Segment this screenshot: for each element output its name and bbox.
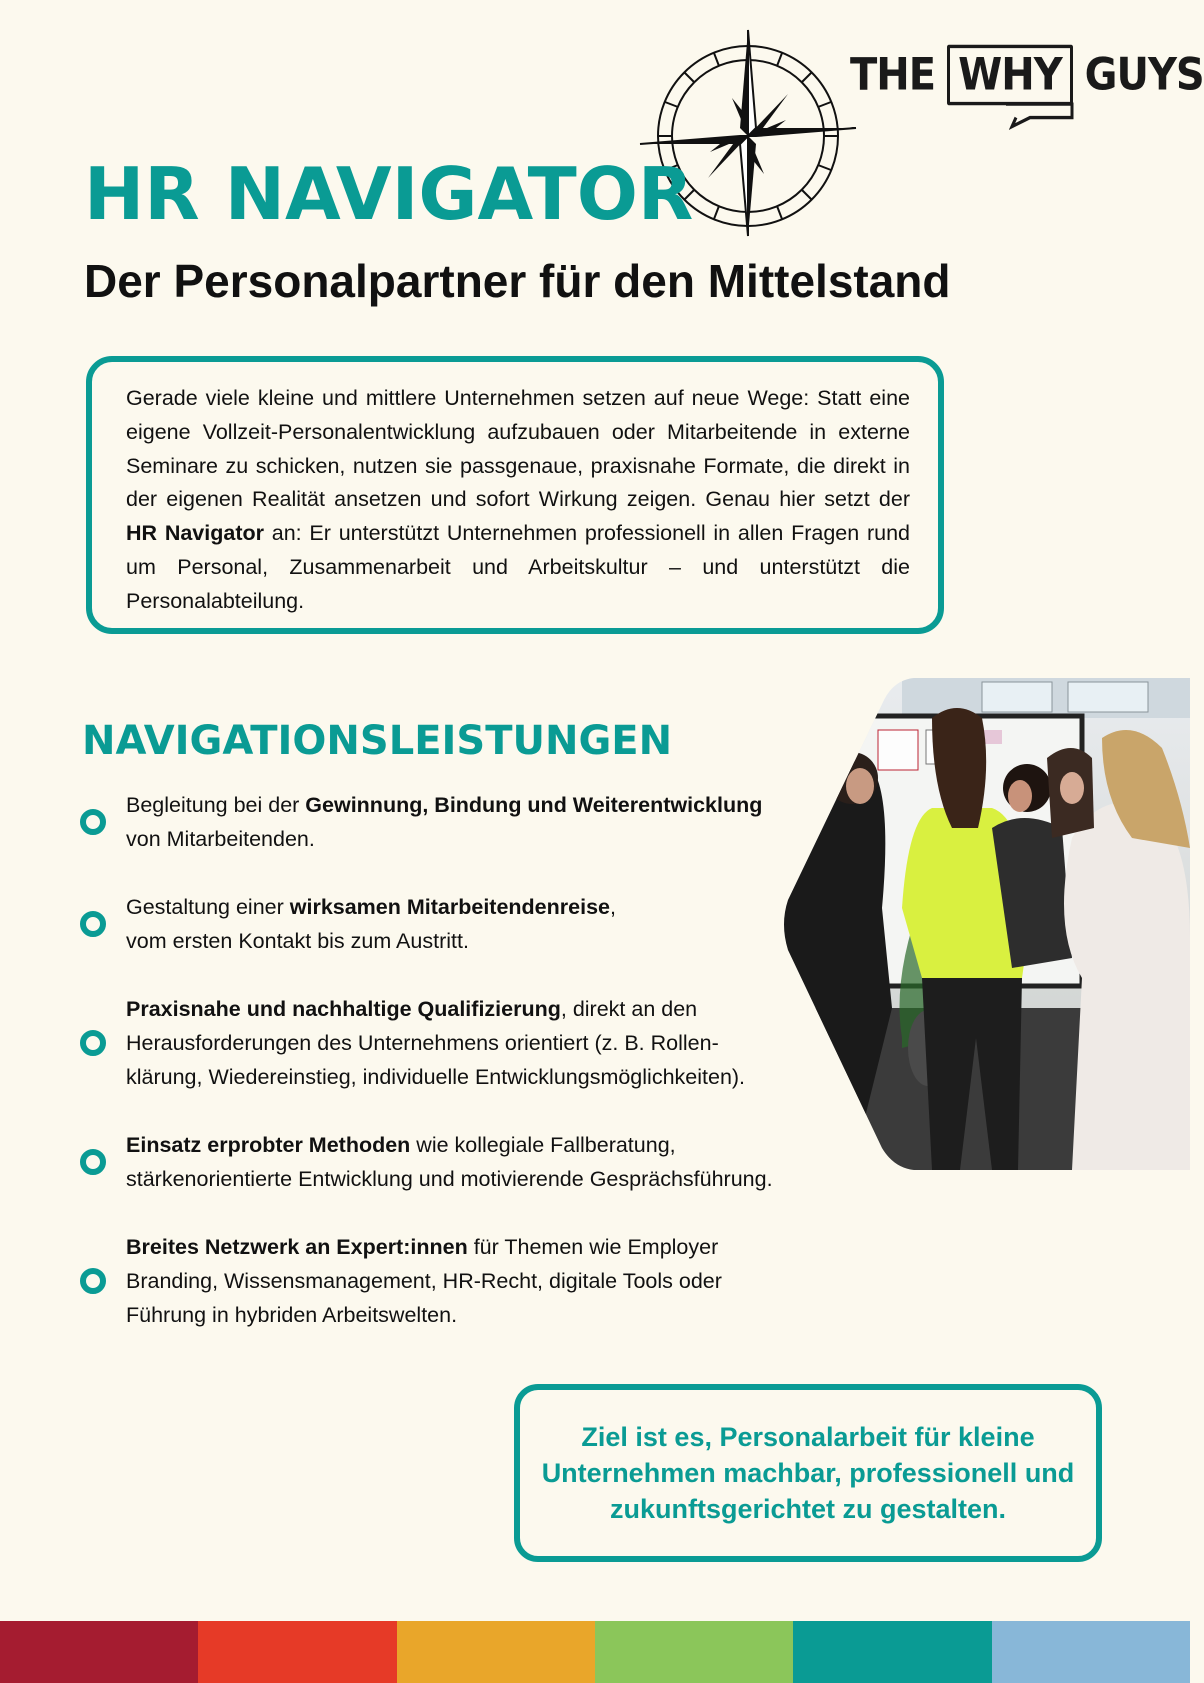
bullet-ring-icon: [80, 1268, 106, 1294]
brand-word-why-box: [947, 45, 1073, 105]
service-text-pre: Begleitung bei der: [126, 793, 306, 817]
speech-bubble-tail-icon: [1004, 102, 1074, 129]
services-heading: NAVIGATIONSLEISTUNGEN: [82, 718, 673, 764]
intro-paragraph: [126, 382, 910, 619]
brand-word-why: WHY: [958, 49, 1062, 101]
intro-text-bold: HR Navigator: [126, 521, 264, 546]
service-text-rest: stärkenorientierte Entwicklung und motivierende Gesprächsführung.: [126, 1167, 773, 1191]
goal-box: [514, 1384, 1102, 1562]
service-text-bold: Breites Netzwerk an Expert:innen: [126, 1235, 468, 1259]
service-text-rest: Branding, Wissensmanagement, HR-Recht, digitale Tools oder: [126, 1269, 722, 1293]
intro-box: [86, 356, 944, 634]
service-text: [126, 992, 745, 1094]
service-text: [126, 1128, 773, 1196]
list-item: [80, 1230, 870, 1332]
service-text: [126, 1230, 722, 1332]
page-title: HR NAVIGATOR: [84, 152, 694, 236]
list-item: [80, 890, 870, 958]
service-text-rest: von Mitarbeitenden.: [126, 827, 315, 851]
list-item: [80, 1128, 870, 1196]
service-text-bold: Einsatz erprobter Methoden: [126, 1133, 411, 1157]
service-text-post: wie kollegiale Fallberatung,: [410, 1133, 676, 1157]
bullet-ring-icon: [80, 1030, 106, 1056]
service-text-post: für Themen wie Employer: [467, 1235, 719, 1259]
service-text-post: , direkt an den: [560, 997, 698, 1021]
intro-text-before: Gerade viele kleine und mittlere Unternehmen setzen auf neue Wege: Statt eine eigene Vollzeit-Personalentwicklung aufzubauen oder Mitarbeitende in externe Seminare zu schicken, nutzen sie passgenaue, praxisnahe Formate, die direkt in der eigenen Realität ansetzen und sofort Wirkung zeigen. Genau hier setzt der: [126, 386, 910, 512]
color-segment: [0, 1621, 198, 1683]
color-segment: [793, 1621, 991, 1683]
footer-color-stripe: [0, 1621, 1190, 1683]
service-text-pre: Gestaltung einer: [126, 895, 290, 919]
bullet-ring-icon: [80, 911, 106, 937]
team-photo: [782, 678, 1190, 1170]
service-text-rest: vom ersten Kontakt bis zum Austritt.: [126, 929, 469, 953]
brand-word-the: THE: [850, 49, 936, 101]
intro-text-after: an: Er unterstützt Unternehmen professionell in allen Fragen rund um Personal, Zusammenarbeit und Arbeitskultur – und unterstützt die Personalabteilung.: [126, 521, 910, 613]
service-text-post: ,: [609, 895, 616, 919]
service-text-rest2: klärung, Wiedereinstieg, individuelle Entwicklungsmöglichkeiten).: [126, 1065, 746, 1089]
color-segment: [595, 1621, 793, 1683]
goal-text: Ziel ist es, Personalarbeit für kleine Unternehmen machbar, professionell und zukunftsgerichtet zu gestalten.: [541, 1422, 1075, 1524]
list-item: [80, 788, 870, 856]
brand-word-guys: GUYS: [1084, 49, 1204, 101]
service-text-rest: Herausforderungen des Unternehmens orientiert (z. B. Rollen-: [126, 1031, 719, 1055]
service-text-bold: Praxisnahe und nachhaltige Qualifizierung: [126, 997, 561, 1021]
color-segment: [992, 1621, 1190, 1683]
bullet-ring-icon: [80, 1149, 106, 1175]
service-text-bold: Gewinnung, Bindung und Weiterentwicklung: [305, 793, 763, 817]
list-item: [80, 992, 870, 1094]
color-segment: [198, 1621, 396, 1683]
service-text: [126, 890, 616, 958]
color-segment: [397, 1621, 595, 1683]
service-text-bold: wirksamen Mitarbeitendenreise: [289, 895, 610, 919]
page-subtitle: Der Personalpartner für den Mittelstand: [84, 255, 951, 307]
service-text-rest2: Führung in hybriden Arbeitswelten.: [126, 1303, 458, 1327]
bullet-ring-icon: [80, 809, 106, 835]
service-text: [126, 788, 762, 856]
brand-logo: [850, 40, 1204, 110]
